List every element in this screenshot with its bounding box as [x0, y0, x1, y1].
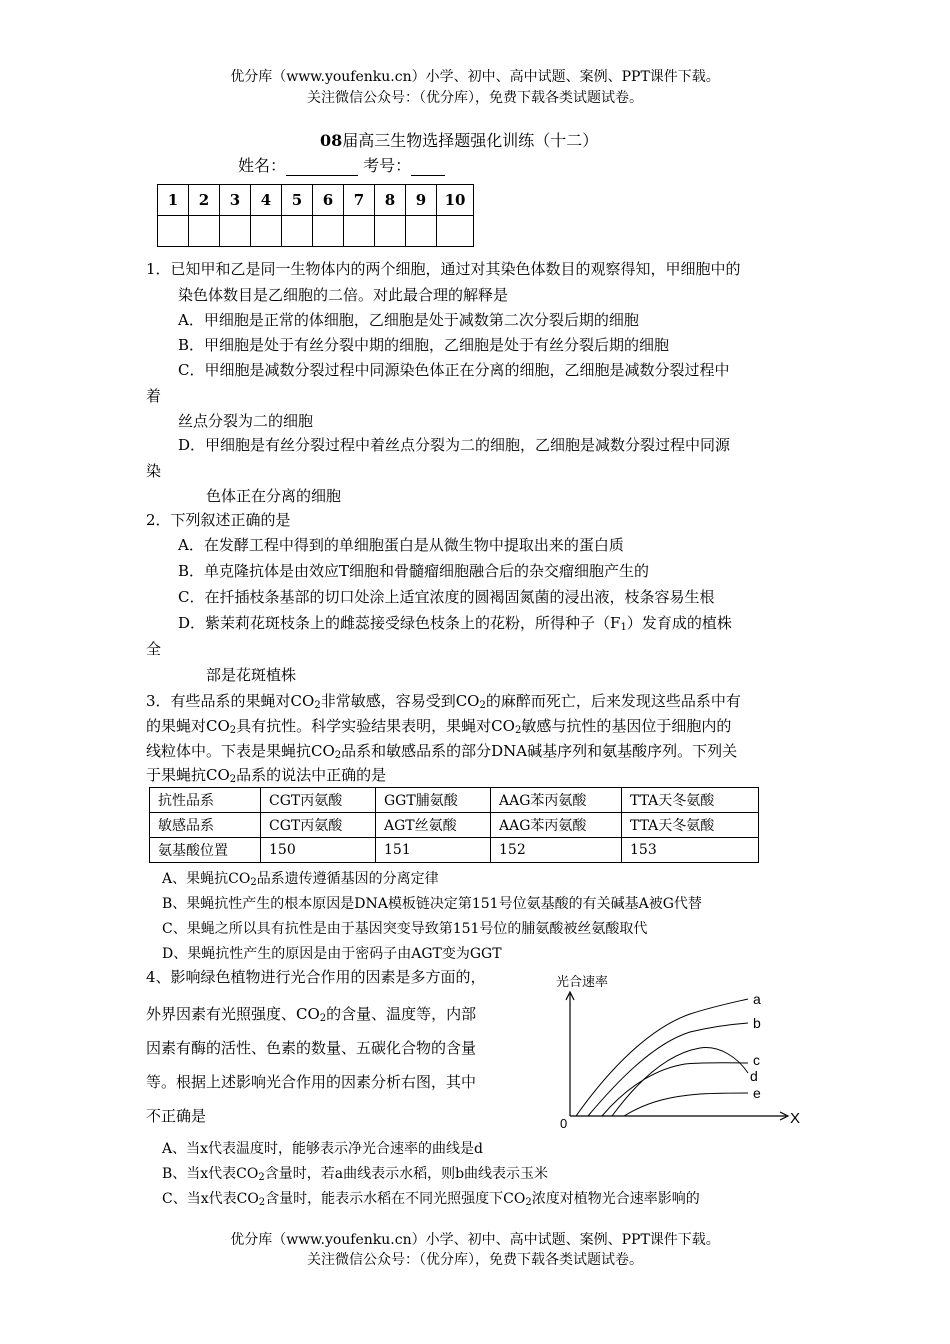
table-cell: 152	[491, 838, 622, 863]
q3-stem-4: 于果蝇抗$CO_2$品系的说法中正确的是	[146, 766, 387, 785]
q2-option-d-2: 全	[146, 640, 162, 658]
number-label: 考号：	[363, 156, 412, 175]
q2-option-d-3: 部是花斑植株	[206, 666, 297, 684]
dna-sequence-table	[149, 787, 759, 863]
q3-stem-3: 线粒体中。下表是果蝇抗$CO_2$品系和敏感品系的部分DNA碱基序列和氨基酸序列。下列关	[146, 742, 738, 761]
table-cell: AAG苯丙氨酸	[491, 813, 622, 838]
curve-label-e: e	[753, 1085, 761, 1101]
q4-stem-4: 等。根据上述影响光合作用的因素分析右图，其中	[146, 1073, 477, 1091]
answer-number: 9	[406, 185, 437, 216]
table-cell: 抗性品系	[150, 788, 261, 813]
answer-cell[interactable]	[251, 216, 282, 247]
q4-option-a: A、当x代表温度时，能够表示净光合速率的曲线是d	[162, 1141, 483, 1157]
graph-origin: 0	[560, 1116, 568, 1131]
q1-option-c-1: C．甲细胞是减数分裂过程中同源染色体正在分离的细胞，乙细胞是减数分裂过程中	[178, 361, 730, 379]
curve-a	[576, 999, 748, 1116]
q3-option-a: A、果蝇抗$CO_2$品系遗传遵循基因的分离定律	[162, 871, 439, 888]
q1-option-d-2: 染	[146, 462, 162, 480]
table-row	[150, 838, 759, 863]
graph-ylabel: 光合速率	[556, 974, 609, 989]
q1-option-c-3: 丝点分裂为二的细胞	[178, 412, 314, 430]
q1-option-c-2: 着	[146, 387, 162, 405]
table-cell: 151	[376, 838, 491, 863]
answer-number: 8	[375, 185, 406, 216]
answer-cell[interactable]	[344, 216, 375, 247]
q1-stem-1: 1．已知甲和乙是同一生物体内的两个细胞，通过对其染色体数目的观察得知，甲细胞中的	[146, 260, 741, 278]
table-cell: GGT脯氨酸	[376, 788, 491, 813]
answer-number: 4	[251, 185, 282, 216]
q3-stem-2: 的果蝇对$CO_2$具有抗性。科学实验结果表明，果蝇对$CO_2$敏感与抗性的基因位于细胞内的	[146, 717, 732, 736]
answer-number: 5	[282, 185, 313, 216]
footer-line-2: 关注微信公众号：（优分库），免费下载各类试题试卷。	[307, 1252, 643, 1268]
table-cell: 153	[622, 838, 759, 863]
answer-number: 7	[344, 185, 375, 216]
answer-number: 1	[158, 185, 189, 216]
q1-option-b: B．甲细胞是处于有丝分裂中期的细胞，乙细胞是处于有丝分裂后期的细胞	[178, 336, 670, 354]
table-cell: 敏感品系	[150, 813, 261, 838]
table-cell: TTA天冬氨酸	[622, 813, 759, 838]
answer-cell[interactable]	[375, 216, 406, 247]
table-cell: CGT丙氨酸	[261, 788, 376, 813]
table-cell: CGT丙氨酸	[261, 813, 376, 838]
footer-line-1: 优分库（www.youfenku.cn）小学、初中、高中试题、案例、PPT课件下载。	[230, 1232, 720, 1248]
curve-c	[602, 1063, 748, 1116]
answer-cell[interactable]	[282, 216, 313, 247]
answer-cell[interactable]	[437, 216, 474, 247]
curve-label-a: a	[753, 991, 761, 1007]
q2-option-a: A．在发酵工程中得到的单细胞蛋白是从微生物中提取出来的蛋白质	[178, 536, 624, 554]
q1-option-d-1: D．甲细胞是有丝分裂过程中着丝点分裂为二的细胞，乙细胞是减数分裂过程中同源	[178, 436, 731, 454]
number-blank[interactable]	[411, 156, 445, 176]
photosynthesis-graph	[550, 968, 810, 1133]
page-title	[320, 128, 598, 151]
curve-label-c: c	[753, 1052, 760, 1068]
q4-stem-2: 外界因素有光照强度、$CO_2$的含量、温度等，内部	[146, 1005, 477, 1024]
curve-b	[588, 1023, 748, 1116]
table-cell: 氨基酸位置	[150, 838, 261, 863]
q2-option-d-1: D．紫茉莉花斑枝条上的雌蕊接受绿色枝条上的花粉，所得种子$(F_1)$发育成的植株	[178, 614, 732, 633]
answer-cell[interactable]	[158, 216, 189, 247]
answer-number: 6	[313, 185, 344, 216]
table-row	[150, 813, 759, 838]
q1-stem-2: 染色体数目是乙细胞的二倍。对此最合理的解释是	[178, 286, 509, 304]
answer-cell[interactable]	[220, 216, 251, 247]
name-blank[interactable]	[286, 156, 358, 176]
q4-stem-5: 不正确是	[146, 1107, 207, 1125]
graph-xlabel: X	[790, 1110, 801, 1127]
answer-number: 3	[220, 185, 251, 216]
header-line-2: 关注微信公众号：（优分库），免费下载各类试题试卷。	[307, 90, 643, 106]
answer-number: 10	[437, 185, 474, 216]
table-cell: AAG苯丙氨酸	[491, 788, 622, 813]
curve-label-d: d	[750, 1068, 758, 1084]
table-cell: TTA天冬氨酸	[622, 788, 759, 813]
q3-option-b: B、果蝇抗性产生的根本原因是DNA模板链决定第151号位氨基酸的有关碱基A被G代替	[162, 896, 702, 912]
q1-option-a: A．甲细胞是正常的体细胞，乙细胞是处于减数第二次分裂后期的细胞	[178, 311, 639, 329]
title-number: 08	[320, 131, 343, 150]
q1-option-d-3: 色体正在分离的细胞	[206, 487, 342, 505]
q3-option-d: D、果蝇抗性产生的原因是由于密码子由AGT变为GGT	[162, 946, 502, 962]
answer-cell[interactable]	[189, 216, 220, 247]
answer-cell[interactable]	[313, 216, 344, 247]
q3-option-c: C、果蝇之所以具有抗性是由于基因突变导致第151号位的脯氨酸被丝氨酸取代	[162, 921, 648, 937]
table-cell: AGT丝氨酸	[376, 813, 491, 838]
table-cell: 150	[261, 838, 376, 863]
student-info	[238, 153, 445, 176]
name-label: 姓名：	[238, 156, 287, 175]
answer-number-row	[158, 185, 474, 216]
curve-e	[624, 1093, 748, 1116]
curve-label-b: b	[753, 1015, 761, 1031]
header-line-1: 优分库（www.youfenku.cn）小学、初中、高中试题、案例、PPT课件下载。	[230, 69, 720, 85]
answer-table	[157, 184, 474, 247]
q4-stem-1: 4、影响绿色植物进行光合作用的因素是多方面的，	[146, 968, 486, 986]
answer-number: 2	[189, 185, 220, 216]
q4-option-c: C、当x代表$CO_2$含量时，能表示水稻在不同光照强度下$CO_2$浓度对植物光合速率影响的	[162, 1191, 700, 1208]
q2-option-c: C．在扦插枝条基部的切口处涂上适宜浓度的圆褐固氮菌的浸出液，枝条容易生根	[178, 588, 715, 606]
table-row	[150, 788, 759, 813]
q4-stem-3: 因素有酶的活性、色素的数量、五碳化合物的含量	[146, 1039, 477, 1057]
q2-option-b: B．单克隆抗体是由效应T细胞和骨髓瘤细胞融合后的杂交瘤细胞产生的	[178, 562, 650, 580]
q3-stem-1: 3．有些品系的果蝇对$CO_2$非常敏感，容易受到$CO_2$的麻醉而死亡，后来发现这些品系中有	[146, 692, 741, 711]
curve-d	[612, 1048, 748, 1116]
title-text: 届高三生物选择题强化训练（十二）	[342, 131, 599, 150]
q4-option-b: B、当x代表$CO_2$含量时，若a曲线表示水稻，则b曲线表示玉米	[162, 1166, 549, 1183]
q2-stem: 2．下列叙述正确的是	[146, 511, 291, 529]
answer-cell[interactable]	[406, 216, 437, 247]
answer-blank-row	[158, 216, 474, 247]
